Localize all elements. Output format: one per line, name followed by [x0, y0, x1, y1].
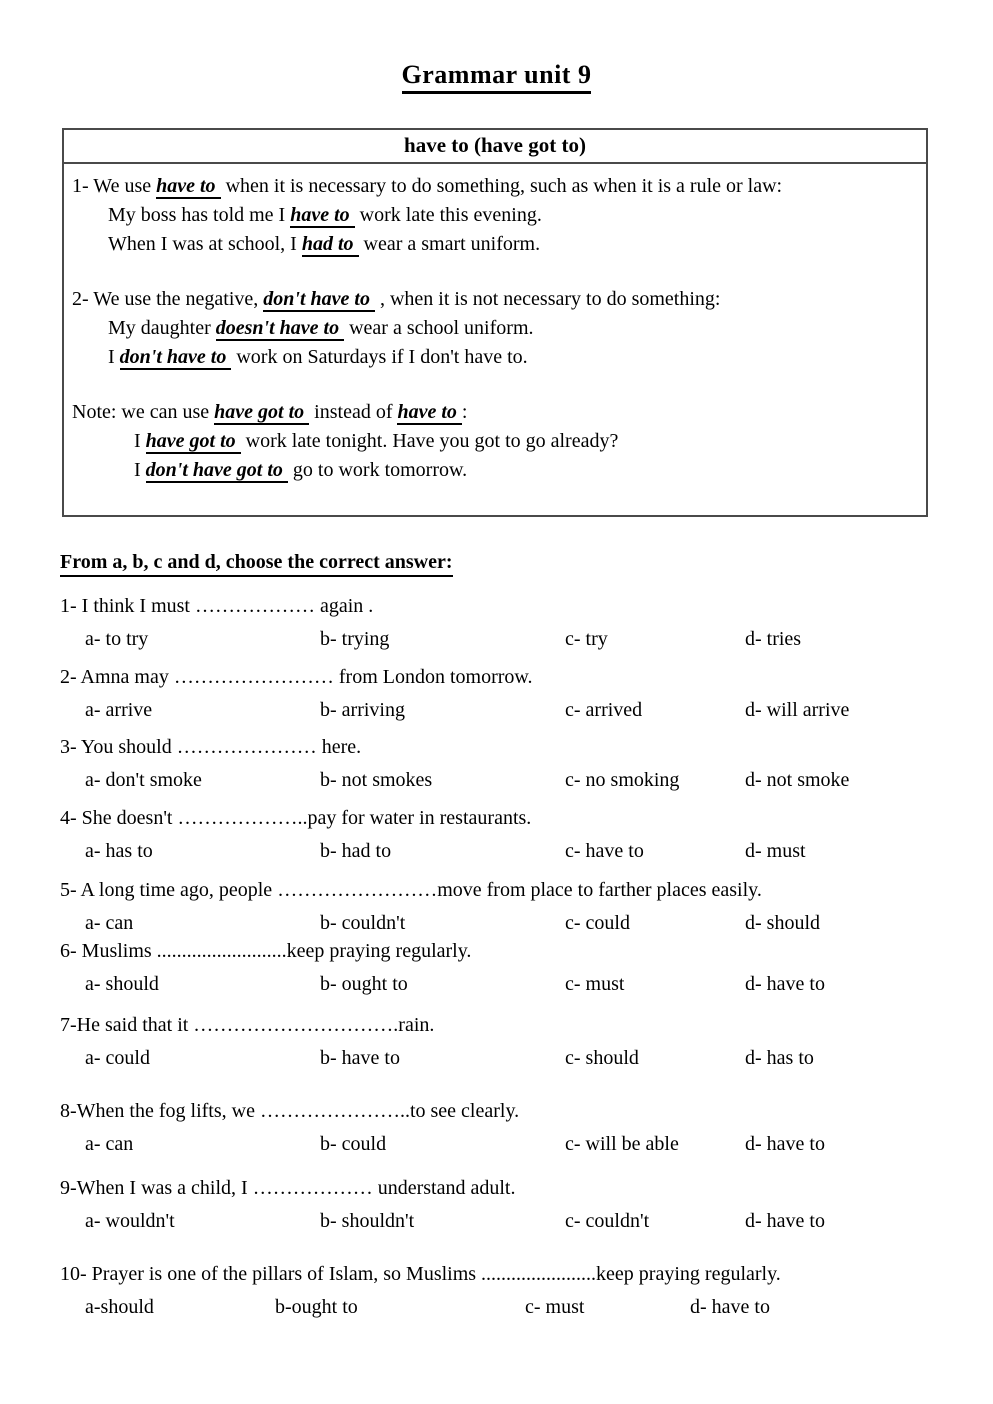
options-row [60, 767, 940, 794]
rule-line [72, 456, 918, 485]
option-d: d- should [745, 912, 820, 934]
options-row [60, 626, 940, 653]
option-c: c- will be able [565, 1133, 679, 1155]
option-a: a- can [85, 1133, 134, 1155]
option-b: b- ought to [320, 973, 408, 995]
rule-text: 2- We use the negative, [72, 288, 264, 310]
option-c: c- couldn't [565, 1210, 650, 1232]
rules-box [62, 128, 928, 517]
option-d: d- have to [745, 973, 825, 995]
rule-text: : [461, 401, 468, 423]
option-d: d- have to [745, 1133, 825, 1155]
rule-line [72, 427, 918, 456]
key-phrase: don't have to [263, 288, 375, 312]
option-b: b- had to [320, 840, 392, 862]
question-block-2 [60, 664, 940, 724]
question-block-8 [60, 1098, 940, 1158]
rule-text: wear a smart uniform. [358, 233, 541, 255]
option-a: a- don't smoke [85, 769, 202, 791]
option-b: b- trying [320, 628, 390, 650]
option-a: a- has to [85, 840, 153, 862]
options-row [60, 697, 940, 724]
question-text: 8-When the fog lifts, we …………………..to see clearly. [60, 1100, 520, 1122]
key-phrase: don't have got to [146, 459, 288, 483]
rule-text: My boss has told me I [108, 204, 291, 226]
option-a: a- can [85, 912, 134, 934]
options-row [60, 910, 940, 937]
option-b: b- have to [320, 1047, 400, 1069]
option-c: c- try [565, 628, 608, 650]
rule-text: instead of [309, 401, 398, 423]
options-row [60, 838, 940, 865]
rule-text: wear a school uniform. [344, 317, 534, 339]
option-a: a- should [85, 973, 159, 995]
option-a: a- to try [85, 628, 149, 650]
option-b: b- shouldn't [320, 1210, 415, 1232]
options-row [60, 1045, 940, 1072]
rule-line [72, 201, 918, 230]
rule-text: work on Saturdays if I don't have to. [231, 346, 528, 368]
key-phrase: have got to [214, 401, 309, 425]
option-c: c- must [525, 1296, 585, 1318]
rule-text: Note: we can use [72, 401, 215, 423]
question-block-4 [60, 805, 940, 865]
option-d: d- not smoke [745, 769, 850, 791]
page-title: Grammar unit 9 [402, 60, 592, 94]
question-text: 7-He said that it ………………………….rain. [60, 1014, 435, 1036]
option-d: d- tries [745, 628, 802, 650]
rule-line [72, 230, 918, 259]
rule-text: work late this evening. [354, 204, 542, 226]
question-text: 3- You should ………………… here. [60, 736, 362, 758]
option-d: d- will arrive [745, 699, 850, 721]
question-text: 6- Muslims ..........................keep praying regularly. [60, 940, 472, 962]
key-phrase: doesn't have to [216, 317, 344, 341]
question-block-9 [60, 1175, 940, 1235]
option-b: b- could [320, 1133, 387, 1155]
rule-text: work late tonight. Have you got to go already? [240, 430, 619, 452]
blank-line [72, 372, 918, 398]
exercise-section [60, 551, 940, 1321]
rule-line [72, 398, 918, 427]
options-row [60, 1208, 940, 1235]
option-a: a- arrive [85, 699, 153, 721]
question-block-3 [60, 734, 940, 794]
option-c: c- must [565, 973, 625, 995]
option-a: a- wouldn't [85, 1210, 175, 1232]
option-a: a-should [85, 1296, 154, 1318]
question-block-7 [60, 1012, 940, 1072]
rule-text: 1- We use [72, 175, 157, 197]
rule-text: I [134, 459, 146, 481]
question-block-10 [60, 1261, 940, 1321]
blank-line [72, 259, 918, 285]
option-d: d- have to [745, 1210, 825, 1232]
question-text: 10- Prayer is one of the pillars of Islam, so Muslims .......................keep praying regularly. [60, 1263, 781, 1285]
rule-text: I [108, 346, 120, 368]
rule-text: go to work tomorrow. [287, 459, 468, 481]
option-d: d- have to [690, 1296, 770, 1318]
option-c: c- could [565, 912, 630, 934]
rule-text: My daughter [108, 317, 216, 339]
rule-line [72, 172, 918, 201]
rule-line [72, 343, 918, 372]
option-d: d- must [745, 840, 806, 862]
question-block-6 [60, 938, 940, 998]
key-phrase: have to [290, 204, 354, 228]
options-row [60, 1294, 940, 1321]
rule-text: , when it is not necessary to do something: [374, 288, 721, 310]
key-phrase: don't have to [120, 346, 232, 370]
question-block-1 [60, 593, 940, 653]
question-text: 2- Amna may …………………… from London tomorrow. [60, 666, 533, 688]
rules-box-header: have to (have got to) [64, 130, 926, 164]
rules-box-body [64, 164, 926, 515]
option-a: a- could [85, 1047, 150, 1069]
exercise-heading: From a, b, c and d, choose the correct answer: [60, 551, 453, 577]
rule-text: I [134, 430, 146, 452]
rule-line [72, 314, 918, 343]
rule-line [72, 285, 918, 314]
key-phrase: have to [397, 401, 461, 425]
option-c: c- should [565, 1047, 639, 1069]
option-d: d- has to [745, 1047, 814, 1069]
question-text: 1- I think I must ……………… again . [60, 595, 374, 617]
rule-text: when it is necessary to do something, such as when it is a rule or law: [220, 175, 783, 197]
key-phrase: have to [156, 175, 220, 199]
option-b: b- couldn't [320, 912, 406, 934]
option-b: b- arriving [320, 699, 405, 721]
option-c: c- arrived [565, 699, 643, 721]
question-block-5 [60, 877, 940, 937]
option-c: c- no smoking [565, 769, 680, 791]
title-area [0, 0, 993, 94]
options-row [60, 1131, 940, 1158]
option-b: b- not smokes [320, 769, 433, 791]
option-b: b-ought to [275, 1296, 358, 1318]
rule-text: When I was at school, I [108, 233, 302, 255]
options-row [60, 971, 940, 998]
key-phrase: have got to [146, 430, 241, 454]
key-phrase: had to [302, 233, 359, 257]
option-c: c- have to [565, 840, 644, 862]
question-text: 9-When I was a child, I ……………… understand adult. [60, 1177, 516, 1199]
question-text: 5- A long time ago, people ……………………move from place to farther places easily. [60, 879, 762, 901]
question-text: 4- She doesn't ………………..pay for water in restaurants. [60, 807, 532, 829]
